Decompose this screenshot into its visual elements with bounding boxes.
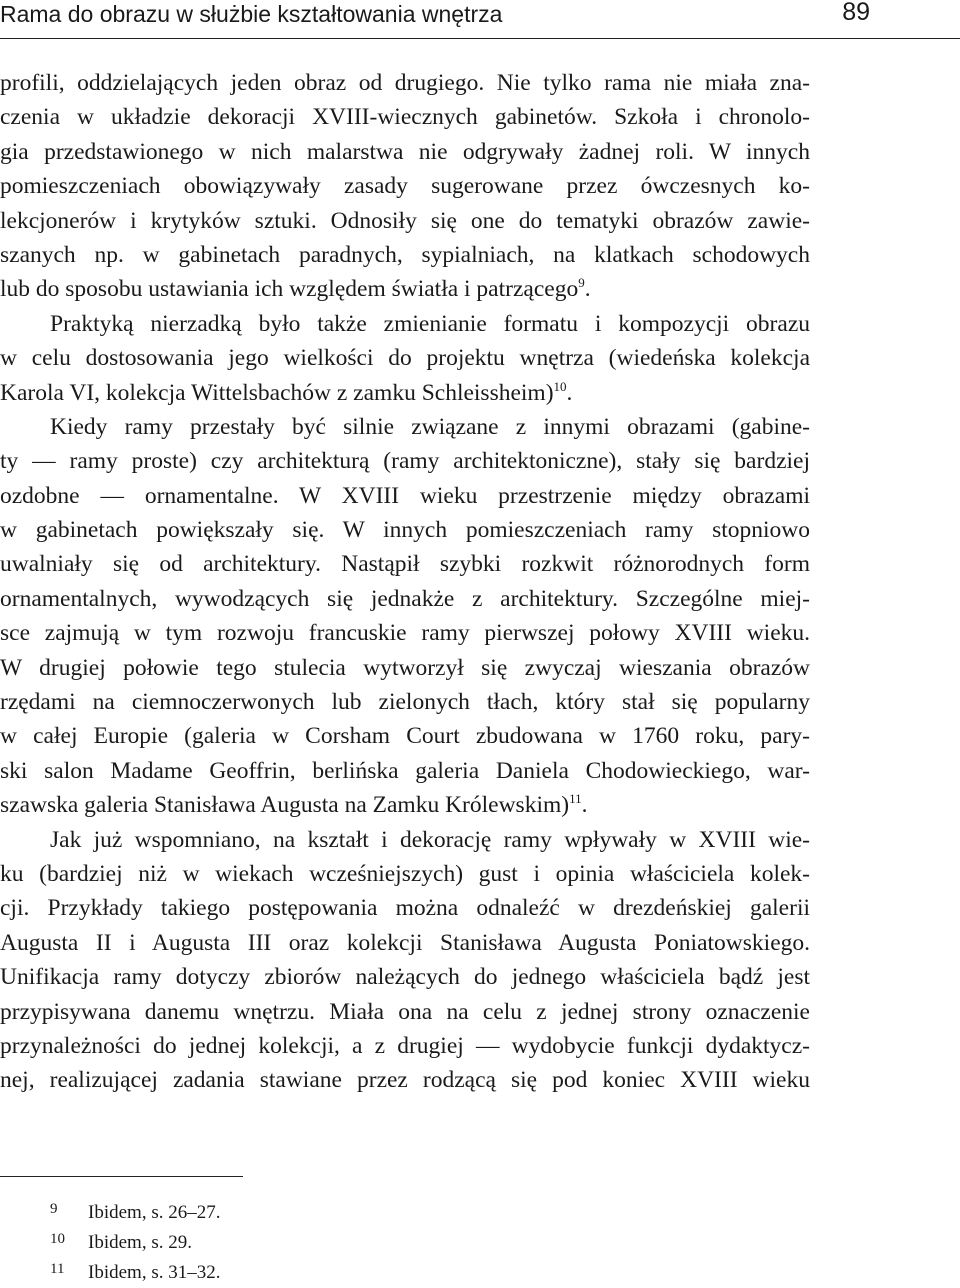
text-line: przypisywana danemu wnętrzu. Miała ona na celu z jednej strony oznaczenie [0, 998, 810, 1025]
text-line: Jak już wspomniano, na kształt i dekorację ramy wpływały w XVIII wie- [50, 826, 810, 853]
text-line: ty — ramy proste) czy architekturą (ramy architektoniczne), stały się bardziej [0, 448, 810, 475]
text-line: W drugiej połowie tego stulecia wytworzył się zwyczaj wieszania obrazów [0, 654, 810, 681]
body-text [0, 66, 810, 1098]
footnote-number: 11 [50, 1261, 65, 1277]
text-line: cji. Przykłady takiego postępowania można odnaleźć w drezdeńskiej galerii [0, 895, 810, 922]
text-line: gia przedstawionego w nich malarstwa nie odgrywały żadnej roli. W innych [0, 138, 810, 165]
footnote [0, 1198, 600, 1228]
text-line: czenia w układzie dekoracji XVIII-wiecznych gabinetów. Szkoła i chronolo- [0, 104, 810, 131]
text-line: rzędami na ciemnoczerwonych lub zielonych tłach, który stał się popularny [0, 689, 810, 716]
footnote-text: Ibidem, s. 29. [88, 1232, 192, 1253]
text-line: w gabinetach powiększały się. W innych pomieszczeniach ramy stopniowo [0, 517, 810, 544]
text-line: Augusta II i Augusta III oraz kolekcji Stanisława Augusta Poniatowskiego. [0, 929, 810, 956]
text-line [0, 376, 810, 410]
footnote-text: Ibidem, s. 31–32. [88, 1262, 221, 1283]
text-line: Kiedy ramy przestały być silnie związane z innymi obrazami (gabine- [50, 413, 810, 440]
line-text: szawska galeria Stanisława Augusta na Zamku Królewskim) [0, 792, 570, 819]
footnote-text: Ibidem, s. 26–27. [88, 1202, 221, 1223]
text-line: szanych np. w gabinetach paradnych, sypialniach, na klatkach schodowych [0, 241, 810, 268]
period: . [566, 379, 573, 406]
text-line: lekcjonerów i krytyków sztuki. Odnosiły się one do tematyki obrazów zawie- [0, 207, 810, 234]
text-line: w celu dostosowania jego wielkości do projektu wnętrza (wiedeńska kolekcja [0, 345, 810, 372]
text-line: Praktyką nierzadką było także zmienianie formatu i kompozycji obrazu [50, 310, 810, 337]
text-line: Unifikacja ramy dotyczy zbiorów należących do jednego właściciela bądź jest [0, 964, 810, 991]
footnote-number: 9 [50, 1201, 58, 1217]
text-line: uwalniały się od architektury. Nastąpił szybki rozkwit różnorodnych form [0, 551, 810, 578]
footnote-ref[interactable]: 11 [569, 791, 582, 807]
footnote-ref[interactable]: 9 [578, 275, 585, 291]
header-rule [0, 38, 960, 39]
text-line [0, 788, 810, 822]
running-title: Rama do obrazu w służbie kształtowania wnętrza [0, 1, 503, 27]
running-header [0, 0, 960, 36]
line-text: Karola VI, kolekcja Wittelsbachów z zamku Schleissheim) [0, 379, 554, 406]
text-line: ski salon Madame Geoffrin, berlińska galeria Daniela Chodowieckiego, war- [0, 757, 810, 784]
text-line: profili, oddzielających jeden obraz od drugiego. Nie tylko rama nie miała zna- [0, 70, 810, 96]
footnotes [0, 1198, 600, 1288]
text-line: ku (bardziej niż w wiekach wcześniejszych) gust i opinia właściciela kolek- [0, 860, 810, 887]
text-line: nej, realizującej zadania stawiane przez rodzącą się pod koniec XVIII wieku [0, 1067, 810, 1094]
text-line [0, 272, 810, 306]
period: . [584, 276, 591, 303]
period: . [581, 792, 588, 819]
text-line: przynależności do jednej kolekcji, a z drugiej — wydobycie funkcji dydaktycz- [0, 1032, 810, 1059]
footnote-rule [0, 1176, 243, 1177]
page-number: 89 [842, 0, 870, 26]
text-line: pomieszczeniach obowiązywały zasady sugerowane przez ówczesnych ko- [0, 173, 810, 200]
footnote-ref[interactable]: 10 [553, 378, 567, 394]
text-line: w całej Europie (galeria w Corsham Court zbudowana w 1760 roku, pary- [0, 723, 810, 750]
footnote-number: 10 [50, 1231, 65, 1247]
text-line: sce zajmują w tym rozwoju francuskie ramy pierwszej połowy XVIII wieku. [0, 620, 810, 647]
line-text: lub do sposobu ustawiania ich względem światła i patrzącego [0, 276, 579, 303]
text-line: ozdobne — ornamentalne. W XVIII wieku przestrzenie między obrazami [0, 482, 810, 509]
text-line: ornamentalnych, wywodzących się jednakże z architektury. Szczególne miej- [0, 585, 810, 612]
footnote [0, 1228, 600, 1258]
